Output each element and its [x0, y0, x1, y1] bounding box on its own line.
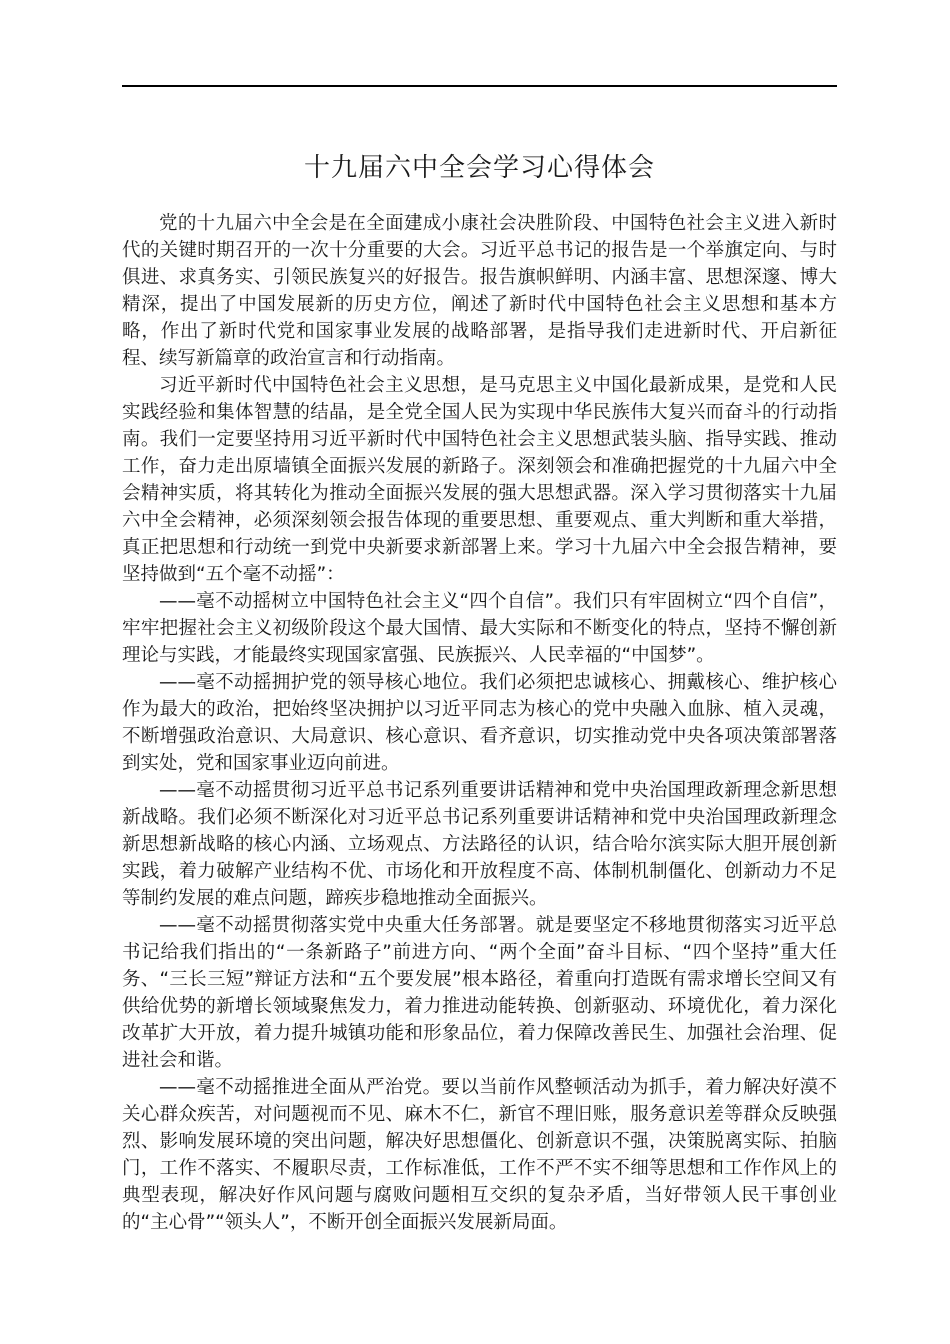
paragraph-discipline: ——毫不动摇推进全面从严治党。要以当前作风整顿活动为抓手，着力解决好漠不关心群众疾苦，对问题视而不见、麻木不仁，新官不理旧账，服务意识差等群众反映强烈、影响发展环境的突出问题，解决好思想僵化、创新意识不强，决策脱离实际、拍脑门，工作不落实、不履职尽责，工作标准低，工作不严不实不细等思想和工作作风上的典型表现，解决好作风问题与腐败问题相互交织的复杂矛盾，当好带领人民干事创业的“主心骨”“领头人”，不断开创全面振兴发展新局面。 [122, 1077, 837, 1233]
paragraph-intro: 党的十九届六中全会是在全面建成小康社会决胜阶段、中国特色社会主义进入新时代的关键时期召开的一次十分重要的大会。习近平总书记的报告是一个举旗定向、与时俱进、求真务实、引领民族复兴的好报告。报告旗帜鲜明、内涵丰富、思想深邃、博大精深，提出了中国发展新的历史方位，阐述了新时代中国特色社会主义思想和基本方略，作出了新时代党和国家事业发展的战略部署，是指导我们走进新时代、开启新征程、续写新篇章的政治宣言和行动指南。 [122, 213, 837, 369]
paragraph-speeches: ——毫不动摇贯彻习近平总书记系列重要讲话精神和党中央治国理政新理念新思想新战略。我们必须不断深化对习近平总书记系列重要讲话精神和党中央治国理政新理念新思想新战略的核心内涵、立场观点、方法路径的认识，结合哈尔滨实际大胆开展创新实践，着力破解产业结构不优、市场化和开放程度不高、体制机制僵化、创新动力不足等制约发展的难点问题，蹄疾步稳地推动全面振兴。 [122, 780, 837, 909]
paragraph-tasks: ——毫不动摇贯彻落实党中央重大任务部署。就是要坚定不移地贯彻落实习近平总书记给我们指出的“一条新路子”前进方向、“两个全面”奋斗目标、“四个坚持”重大任务、“三长三短”辩证方法和“五个要发展”根本路径，着重向打造既有需求增长空间又有供给优势的新增长领域聚焦发力，着力推进动能转换、创新驱动、环境优化，着力深化改革扩大开放，着力提升城镇功能和形象品位，着力保障改善民生、加强社会治理、促进社会和谐。 [122, 915, 837, 1071]
header-rule [122, 85, 837, 87]
document-body [122, 210, 837, 1236]
paragraph-thought: 习近平新时代中国特色社会主义思想，是马克思主义中国化最新成果，是党和人民实践经验和集体智慧的结晶，是全党全国人民为实现中华民族伟大复兴而奋斗的行动指南。我们一定要坚持用习近平新时代中国特色社会主义思想武装头脑、指导实践、推动工作，奋力走出原墙镇全面振兴发展的新路子。深刻领会和准确把握党的十九届六中全会精神实质，将其转化为推动全面振兴发展的强大思想武器。深入学习贯彻落实十九届六中全会精神，必须深刻领会报告体现的重要思想、重要观点、重大判断和重大举措，真正把思想和行动统一到党中央新要求新部署上来。学习十九届六中全会报告精神，要坚持做到“五个毫不动摇”： [122, 375, 837, 585]
document-title: 十九届六中全会学习心得体会 [303, 153, 655, 183]
paragraph-leadership: ——毫不动摇拥护党的领导核心地位。我们必须把忠诚核心、拥戴核心、维护核心作为最大的政治，把始终坚决拥护以习近平同志为核心的党中央融入血脉、植入灵魂，不断增强政治意识、大局意识、核心意识、看齐意识，切实推动党中央各项决策部署落到实处，党和国家事业迈向前进。 [122, 672, 837, 774]
paragraph-confidence: ——毫不动摇树立中国特色社会主义“四个自信”。我们只有牢固树立“四个自信”，牢牢把握社会主义初级阶段这个最大国情、最大实际和不断变化的特点，坚持不懈创新理论与实践，才能最终实现国家富强、民族振兴、人民幸福的“中国梦”。 [122, 591, 837, 666]
